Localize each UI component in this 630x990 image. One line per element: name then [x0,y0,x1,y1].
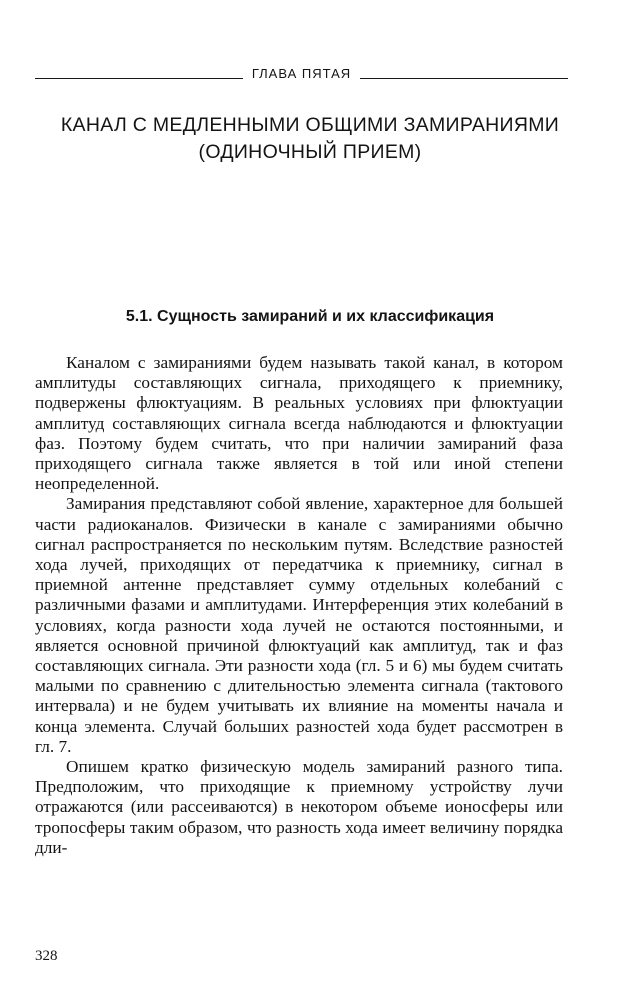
chapter-title [30,112,590,166]
chapter-label: ГЛАВА ПЯТАЯ [251,65,352,81]
chapter-header [35,62,568,84]
paragraph-3: Опишем кратко физическую модель замираний разного типа. Предположим, что приходящие к приемному устройству лучи отражаются (или рассеиваются) в некотором объеме ионосферы или тропосферы таким образом, что разность хода имеет величину порядка дли- [35,757,563,857]
page-number: 328 [35,948,58,964]
header-rule-right [360,78,568,79]
body-text [35,353,563,858]
paragraph-2: Замирания представляют собой явление, характерное для большей части радиоканалов. Физически в канале с замираниями обычно сигнал распространяется по нескольким путям. Вследствие разностей хода лучей, приходящих от передатчика к приемнику, сигнал в приемной антенне представляет сумму отдельных колебаний с различными фазами и амплитудами. Интерференция этих колебаний в условиях, когда разности хода лучей не остаются постоянными, и является основной причиной флюктуаций как амплитуд, так и фаз составляющих сигнала. Эти разности хода (гл. 5 и 6) мы будем считать малыми по сравнению с длительностью элемента сигнала (тактового интервала) и не будем учитывать их влияние на моменты начала и конца элемента. Случай больших разностей хода будет рассмотрен в гл. 7. [35,494,563,756]
paragraph-1: Каналом с замираниями будем называть такой канал, в котором амплитуды составляющих сигнала, приходящего к приемнику, подвержены флюктуациям. В реальных условиях при флюктуации амплитуд составляющих сигнала всегда наблюдаются и флюктуации фаз. Поэтому будем считать, что при наличии замираний фаза приходящего сигнала также является в той или иной степени неопределенной. [35,353,563,494]
header-rule-left [35,78,243,79]
chapter-title-line-1: КАНАЛ С МЕДЛЕННЫМИ ОБЩИМИ ЗАМИРАНИЯМИ [60,114,560,136]
chapter-title-line-2: (ОДИНОЧНЫЙ ПРИЕМ) [198,141,422,163]
section-title: 5.1. Сущность замираний и их классификация [125,308,495,325]
